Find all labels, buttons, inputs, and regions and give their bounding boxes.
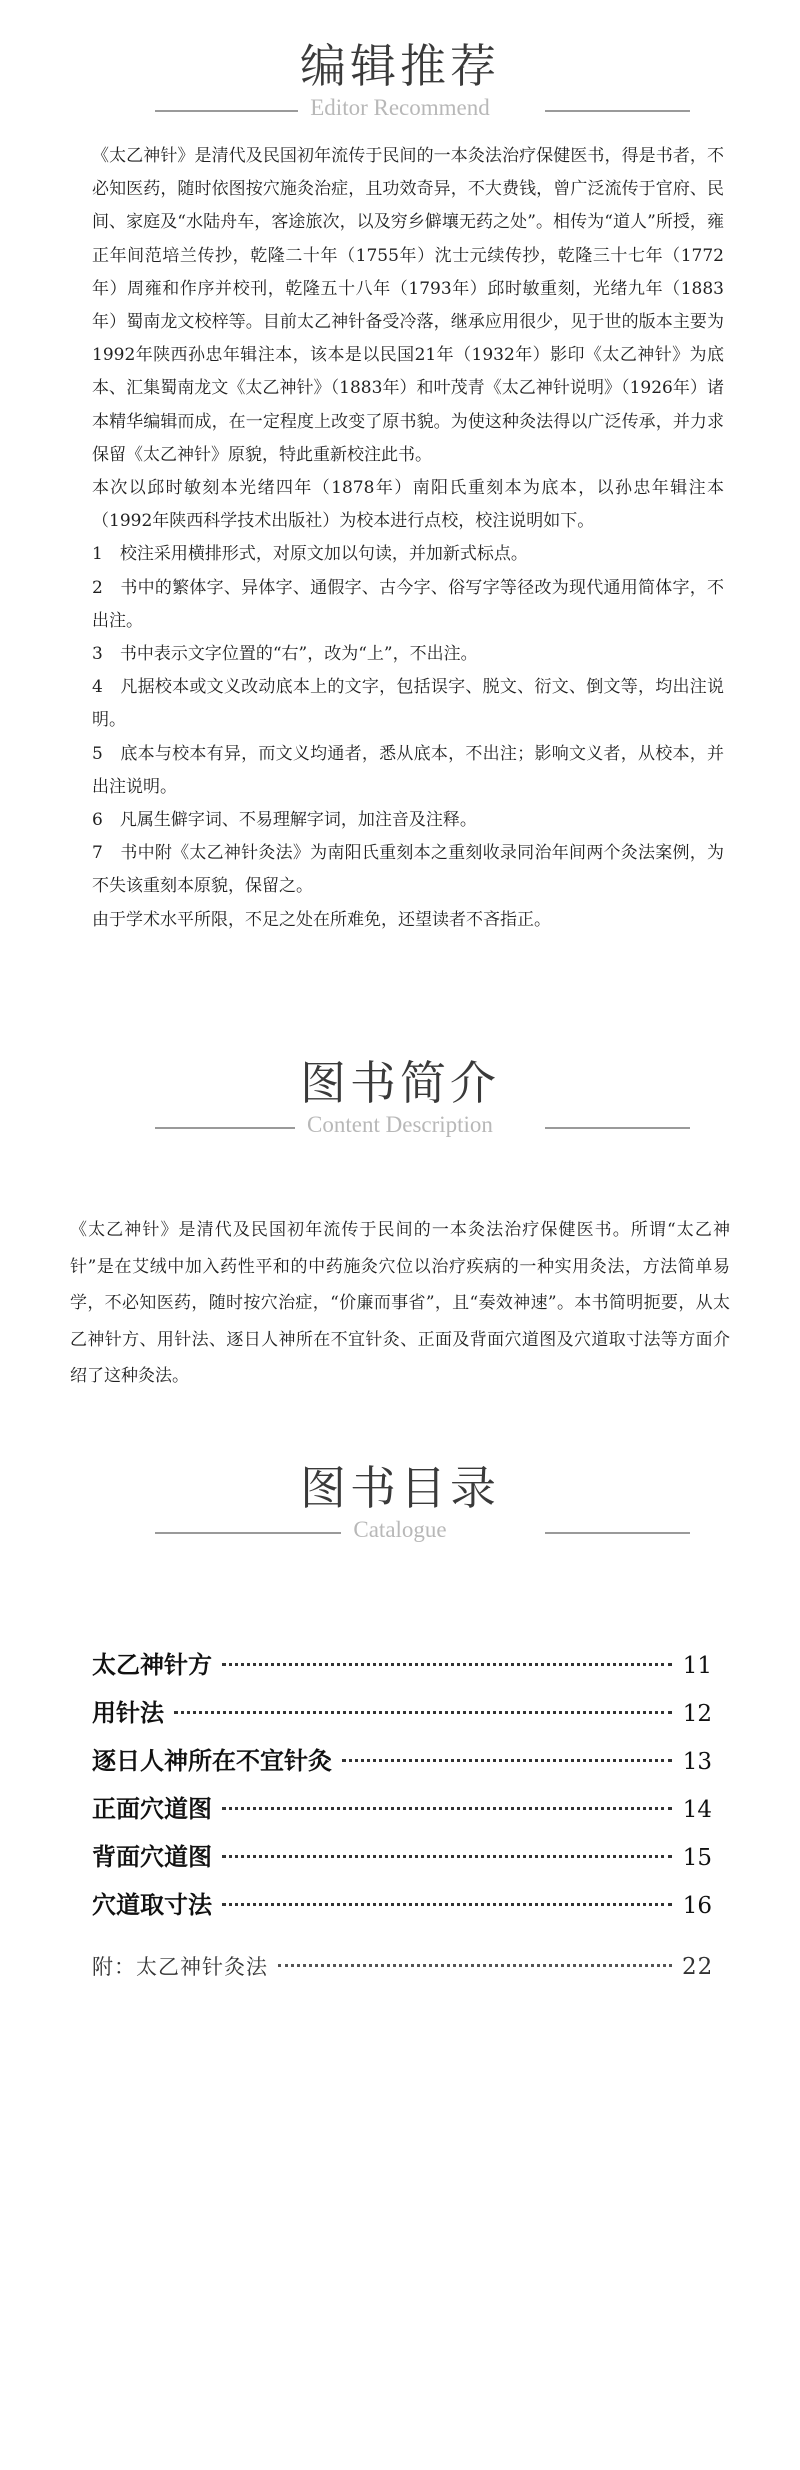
header-rule-right [545, 1532, 690, 1534]
toc-entry-title: 逐日人神所在不宜针灸 [92, 1746, 332, 1775]
toc-leader-dots [222, 1807, 672, 1810]
toc-appendix-title: 附：太乙神针灸法 [92, 1955, 268, 1979]
header-rule-left [155, 1532, 345, 1534]
toc-entry[interactable] [92, 1693, 712, 1741]
content-description-title: 图书简介 [300, 1056, 500, 1110]
toc-entry[interactable] [92, 1645, 712, 1693]
editor-paragraph: 6 凡属生僻字词、不易理解字词，加注音及注释。 [92, 810, 477, 831]
toc-entry[interactable] [92, 1789, 712, 1837]
editor-recommend-header [0, 38, 800, 122]
editor-paragraph: 1 校注采用横排形式，对原文加以句读，并加新式标点。 [92, 544, 528, 565]
editor-paragraph: 5 底本与校本有异，而文义均通者，悉从底本，不出注；影响文义者，从校本，并出注说明。 [92, 743, 724, 797]
toc-leader-dots [342, 1759, 672, 1762]
toc-entry[interactable] [92, 1741, 712, 1789]
toc-leader-dots [222, 1663, 672, 1666]
editor-paragraph: 3 书中表示文字位置的“右”，改为“上”，不出注。 [92, 644, 478, 665]
table-of-contents [92, 1645, 712, 1999]
toc-entry-page: 13 [682, 1749, 712, 1775]
editor-paragraph: 由于学术水平所限，不足之处在所难免，还望读者不吝指正。 [92, 909, 551, 930]
toc-leader-dots [174, 1711, 672, 1714]
toc-entry[interactable] [92, 1885, 712, 1933]
toc-entry-title: 用针法 [92, 1698, 164, 1727]
toc-entry-title: 穴道取寸法 [92, 1890, 212, 1919]
content-description-body [70, 1212, 730, 1395]
editor-recommend-body [92, 140, 724, 937]
editor-paragraph: 7 书中附《太乙神针灸法》为南阳氏重刻本之重刻收录同治年间两个灸法案例，为不失该重刻本原貌，保留之。 [92, 843, 724, 897]
content-description-subtitle: Content Description [295, 1111, 505, 1139]
editor-recommend-subtitle: Editor Recommend [298, 94, 502, 122]
toc-entry-page: 15 [682, 1845, 712, 1871]
toc-entry-title: 太乙神针方 [92, 1650, 212, 1679]
toc-entry-page: 16 [682, 1893, 712, 1919]
editor-paragraph: 本次以邱时敏刻本光绪四年（1878年）南阳氏重刻本为底本，以孙忠年辑注本（1992年陕西科学技术出版社）为校本进行点校，校注说明如下。 [92, 478, 724, 532]
header-rule-right [545, 1127, 690, 1129]
toc-entry-page: 14 [682, 1797, 712, 1823]
toc-leader-dots [278, 1964, 672, 1967]
catalogue-header [0, 1460, 800, 1544]
editor-paragraph: 4 凡据校本或文义改动底本上的文字，包括误字、脱文、衍文、倒文等，均出注说明。 [92, 677, 724, 731]
editor-recommend-title: 编辑推荐 [300, 39, 500, 93]
catalogue-title: 图书目录 [300, 1461, 500, 1515]
toc-entry-page: 11 [682, 1653, 712, 1679]
toc-entry-title: 背面穴道图 [92, 1842, 212, 1871]
toc-appendix-entry[interactable] [92, 1951, 712, 1999]
toc-entry[interactable] [92, 1837, 712, 1885]
toc-appendix-page: 22 [682, 1954, 714, 1980]
toc-entry-page: 12 [682, 1701, 712, 1727]
toc-leader-dots [222, 1855, 672, 1858]
toc-leader-dots [222, 1903, 672, 1906]
content-description-header [0, 1055, 800, 1139]
editor-paragraph: 2 书中的繁体字、异体字、通假字、古今字、俗写字等径改为现代通用简体字，不出注。 [92, 577, 724, 631]
description-paragraph: 《太乙神针》是清代及民国初年流传于民间的一本灸法治疗保健医书。所谓“太乙神针”是在艾绒中加入药性平和的中药施灸穴位以治疗疾病的一种实用灸法，方法简单易学，不必知医药，随时按穴治症，“价廉而事省”，且“奏效神速”。本书简明扼要，从太乙神针方、用针法、逐日人神所在不宜针灸、正面及背面穴道图及穴道取寸法等方面介绍了这种灸法。 [70, 1220, 730, 1387]
editor-paragraph: 《太乙神针》是清代及民国初年流传于民间的一本灸法治疗保健医书，得是书者，不必知医药，随时依图按穴施灸治症，且功效奇异，不大费钱，曾广泛流传于官府、民间、家庭及“水陆舟车，客途旅次，以及穷乡僻壤无药之处”。相传为“道人”所授，雍正年间范培兰传抄，乾隆二十年（1755年）沈士元续传抄，乾隆三十七年（1772年）周雍和作序并校刊，乾隆五十八年（1793年）邱时敏重刻，光绪九年（1883年）蜀南龙文校梓等。目前太乙神针备受冷落，继承应用很少，见于世的版本主要为1992年陕西孙忠年辑注本，该本是以民国21年（1932年）影印《太乙神针》为底本、汇集蜀南龙文《太乙神针》（1883年）和叶茂青《太乙神针说明》（1926年）诸本精华编辑而成，在一定程度上改变了原书貌。为使这种灸法得以广泛传承，并力求保留《太乙神针》原貌，特此重新校注此书。 [92, 146, 724, 465]
catalogue-subtitle: Catalogue [341, 1516, 458, 1544]
toc-entry-title: 正面穴道图 [92, 1794, 212, 1823]
header-rule-right [545, 110, 690, 112]
